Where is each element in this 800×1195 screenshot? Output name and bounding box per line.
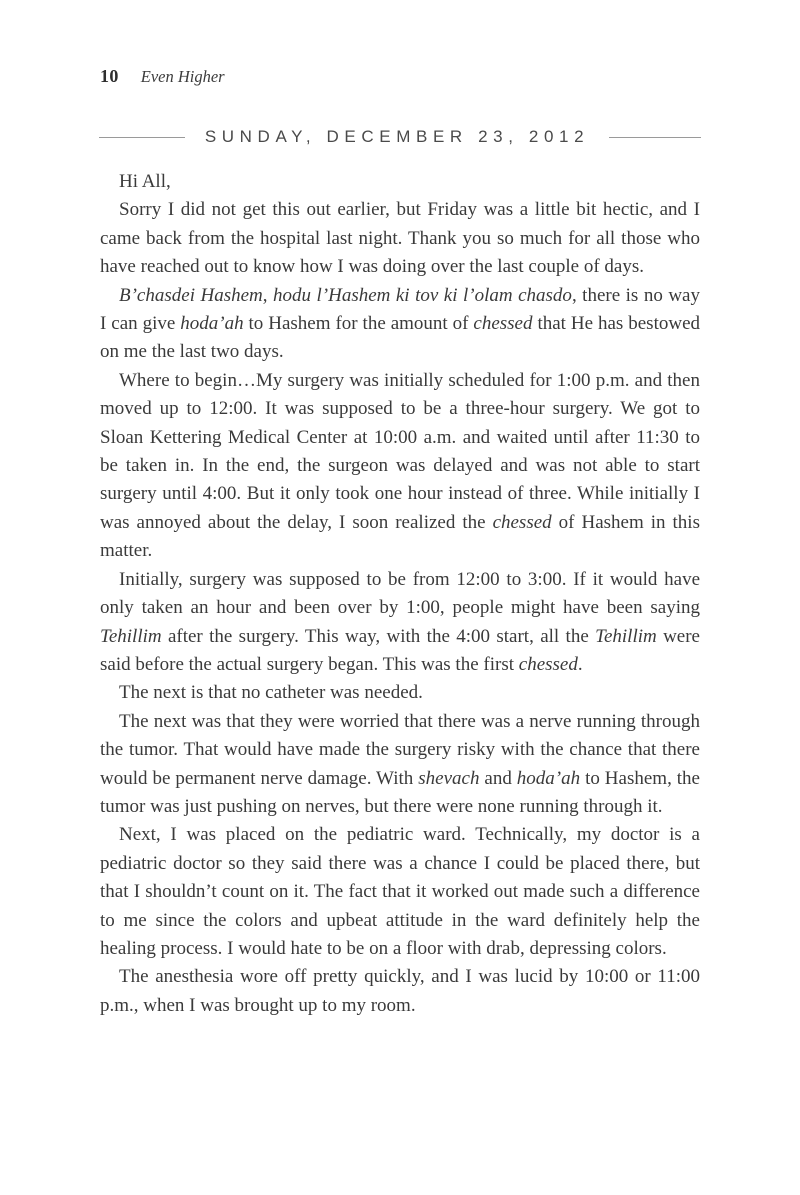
text-run: The next is that no catheter was needed. [119, 682, 423, 704]
text-run: The next was that they were worried that there was a nerve running through the tumor. That would have made the surgery risky with the chance that there would be permanent nerve damage. With [100, 710, 700, 789]
italic-text-run: chessed [492, 511, 552, 533]
italic-text-run: Tehillim [100, 625, 162, 647]
text-run: . [577, 653, 583, 675]
book-title: Even Higher [140, 67, 225, 86]
text-run: The anesthesia wore off pretty quickly, and I was lucid by 10:00 or 11:00 p.m., when I was brought up to my room. [100, 966, 700, 1016]
text-run: Sorry I did not get this out earlier, but Friday was a little bit hectic, and I came back from the hospital last night. Thank you so much for all those who have reached out to know how I was doing over the last couple of days. [100, 199, 700, 278]
text-run: that He has bestowed on me the last two days. [100, 313, 701, 363]
running-header [100, 66, 700, 87]
section-heading [100, 127, 700, 147]
italic-text-run: B’chasdei Hashem [119, 284, 263, 306]
text-run: to Hashem for the amount of [243, 313, 474, 335]
paragraph [100, 963, 700, 1020]
paragraph [100, 679, 700, 707]
italic-text-run: chessed [473, 313, 533, 335]
body-paragraphs [100, 168, 700, 1020]
text-run: Where to begin…My surgery was initially scheduled for 1:00 p.m. and then moved up to 12:00. It was supposed to be a three-hour surgery. We got to Sloan Kettering Medical Center at 10:00 a.m. and waited until after 11:30 to be taken in. In the end, the surgeon was delayed and was not able to start surgery until 4:00. But it only took one hour instead of three. While initially I was annoyed about the delay, I soon realized the [100, 369, 700, 533]
italic-text-run: Tehillim [595, 625, 657, 647]
paragraph [100, 196, 700, 281]
text-run: , there is no way I can give [100, 284, 700, 335]
section-heading-text: SUNDAY, DECEMBER 23, 2012 [204, 127, 590, 146]
text-run: to Hashem, the tumor was just pushing on nerves, but there were none running through it. [100, 767, 700, 817]
paragraph [100, 566, 700, 680]
text-run: , [262, 284, 273, 306]
text-run: of Hashem in this matter. [100, 511, 700, 562]
paragraph [100, 367, 700, 566]
italic-text-run: hodu l’Hashem ki tov ki l’olam chasdo [273, 284, 572, 306]
italic-text-run: hoda’ah [180, 313, 244, 335]
text-run: Initially, surgery was supposed to be from 12:00 to 3:00. If it would have only taken an hour and been over by 1:00, people might have been saying [100, 568, 700, 619]
text-run: Next, I was placed on the pediatric ward. Technically, my doctor is a pediatric doctor so they said there was a chance I could be placed there, but that I shouldn’t count on it. The fact that it worked out made such a difference to me since the colors and upbeat attitude in the ward definitely help the healing process. I would hate to be on a floor with drab, depressing colors. [100, 824, 700, 959]
heading-rule-right [609, 137, 701, 138]
paragraph [100, 168, 700, 196]
paragraph [100, 708, 700, 822]
paragraph [100, 821, 700, 963]
text-run: Hi All, [119, 171, 171, 192]
text-run: after the surgery. This way, with the 4:00 start, all the [161, 625, 596, 647]
text-run: and [479, 767, 517, 789]
text-run: were said before the actual surgery began. This was the first [100, 625, 700, 675]
page-number: 10 [100, 66, 119, 86]
paragraph [100, 282, 700, 367]
italic-text-run: chessed [518, 653, 578, 675]
italic-text-run: shevach [418, 767, 480, 789]
italic-text-run: hoda’ah [516, 767, 581, 789]
heading-rule-left [99, 137, 185, 138]
